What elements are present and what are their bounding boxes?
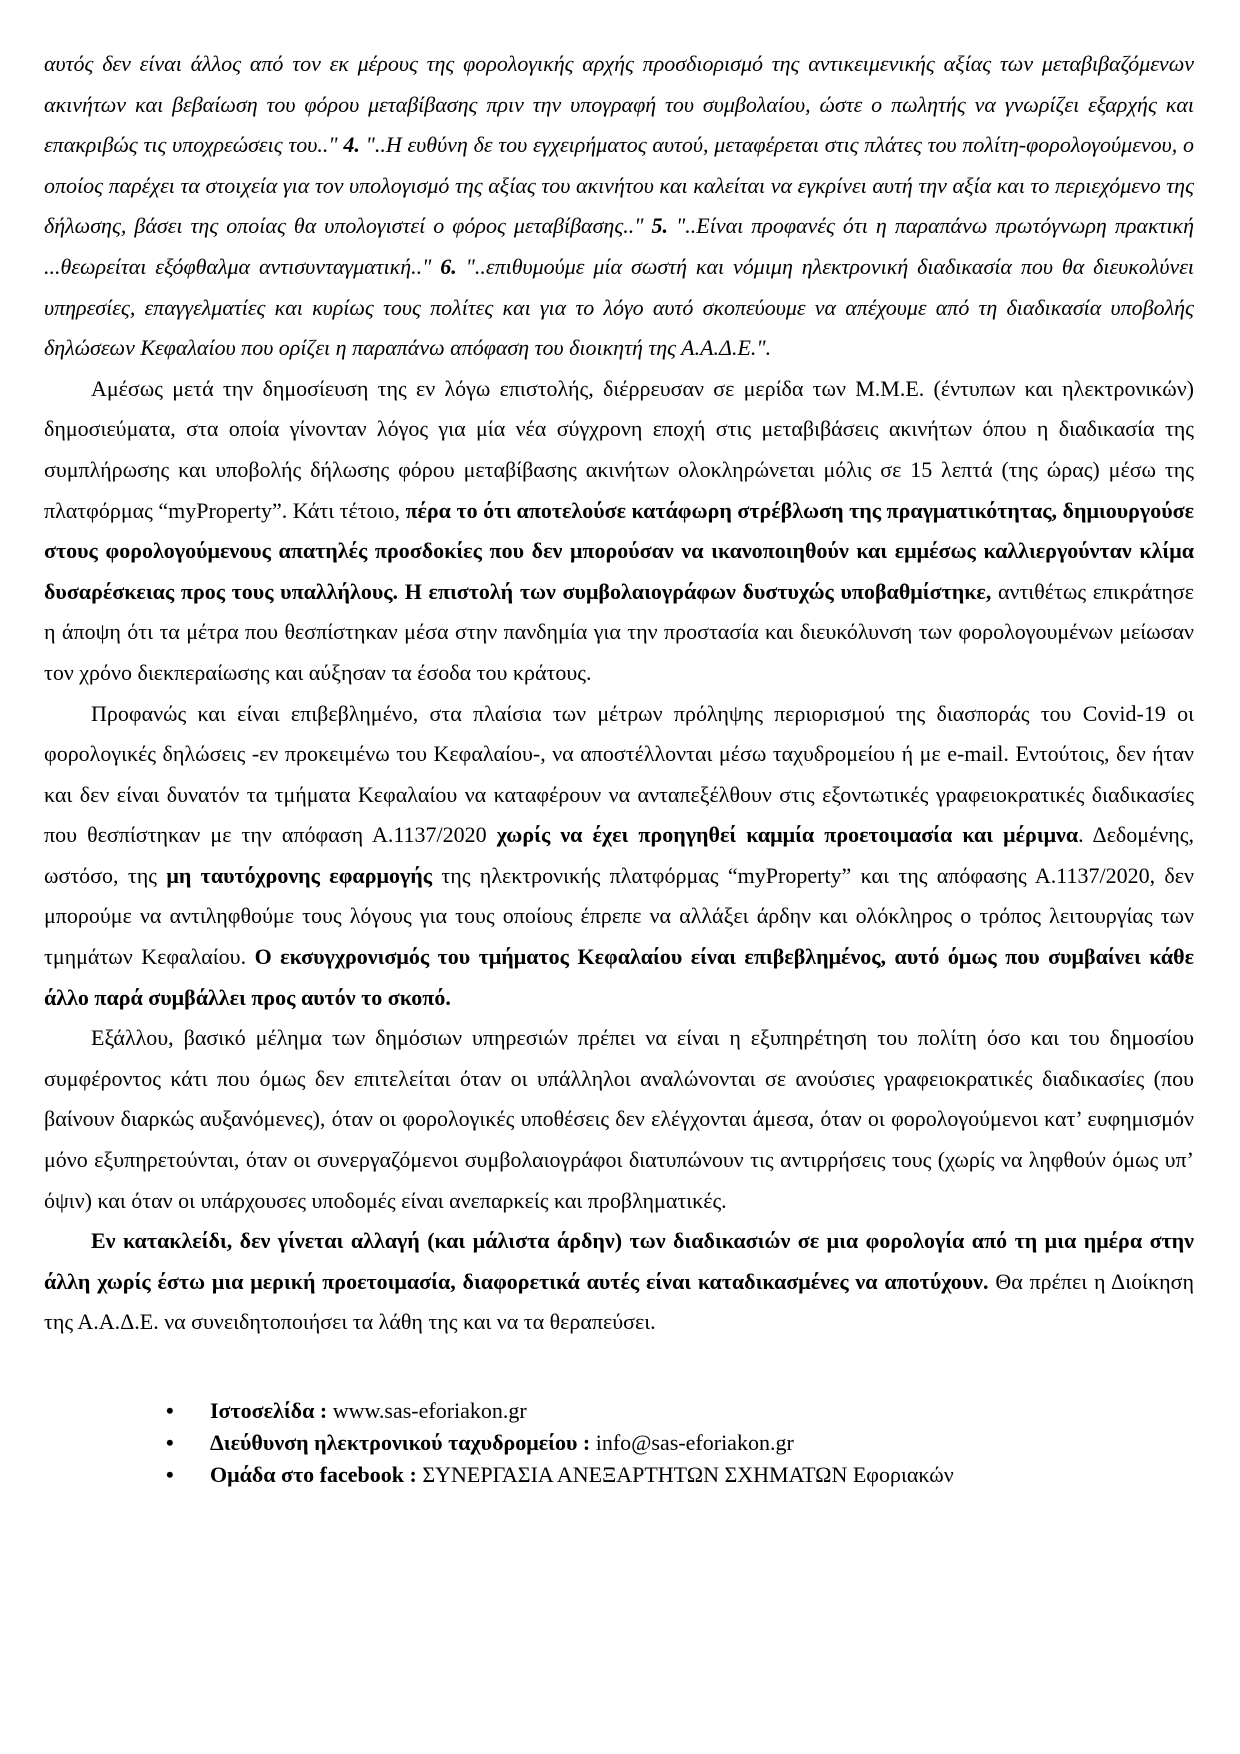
- text-run: της ηλεκτρονικής πλατφόρμας “myProperty” και της απόφασης Α.1137/2020, δεν μπορούμε να αντιληφθούμε τους λόγους για τους οποίους έπρεπε να αλλάξει άρδην και ολόκληρος ο τρόπος λειτουργίας των τμημάτων Κεφαλαίου.: [44, 862, 1194, 970]
- text-run: Εξάλλου, βασικό μέλημα των δημόσιων υπηρεσιών πρέπει να είναι η εξυπηρέτηση του πολίτη όσο και του δημοσίου συμφέροντος κάτι που όμως δεν επιτελείται όταν οι υπάλληλοι αναλώνονται σε ανούσιες γραφειοκρατικές διαδικασίες (που βαίνουν διαρκώς αυξανόμενες), όταν οι φορολογικές υποθέσεις δεν ελέγχονται άμεσα, όταν οι φορολογούμενοι κατ’ ευφημισμόν μόνο εξυπηρετούνται, όταν οι συνεργαζόμενοι συμβολαιογράφοι διατυπώνουν τις αντιρρήσεις τους (χωρίς να ληφθούν όμως υπ’ όψιν) και όταν οι υπάρχουσες υποδομές είναι ανεπαρκείς και προβληματικές.: [44, 1025, 1194, 1213]
- text-run: αντιθέτως επικράτησε η άποψη ότι τα μέτρα που θεσπίστηκαν μέσα στην πανδημία για την προστασία και διευκόλυνση των φορολογουμένων μείωσαν τον χρόνο διεκπεραίωσης και αύξησαν τα έσοδα του κράτους.: [44, 578, 1195, 685]
- contact-label: Ιστοσελίδα :: [210, 1398, 328, 1423]
- contact-label: Ομάδα στο facebook :: [210, 1462, 417, 1487]
- bold-text-run: Εν κατακλείδι, δεν γίνεται αλλαγή (και μάλιστα άρδην) των διαδικασιών σε μια φορολογία από τη μια ημέρα στην άλλη χωρίς έστω μια μερική προετοιμασία, διαφορετικά αυτές είναι καταδικασμένες να αποτύχουν.: [44, 1228, 1194, 1294]
- bold-text-run: Ο εκσυγχρονισμός του τμήματος Κεφαλαίου είναι επιβεβλημένος, αυτό όμως που συμβαίνει κάθε άλλο παρά συμβάλλει προς αυτόν το σκοπό.: [44, 944, 1194, 1010]
- text-run: "..Είναι προφανές ότι η παραπάνω πρωτόγνωρη πρακτική ...θεωρείται εξόφθαλμα αντισυνταγματική..": [44, 213, 1194, 279]
- text-run: "..Η ευθύνη δε του εγχειρήματος αυτού, μεταφέρεται στις πλάτες του πολίτη-φορολογούμενου, ο οποίος παρέχει τα στοιχεία για τον υπολογισμό της αξίας του ακινήτου και καλείται να εγκρίνει αυτή την αξία και το περιεχόμενο της δήλωσης, βάσει της οποίας θα υπολογιστεί ο φόρος μεταβίβασης..": [44, 132, 1194, 239]
- text-run: "..επιθυμούμε μία σωστή και νόμιμη ηλεκτρονική διαδικασία που θα διευκολύνει υπηρεσίες, επαγγελματίες και κυρίως τους πολίτες και για το λόγο αυτό σκοπεύουμε να απέχουμε από τη διαδικασία υποβολής δηλώσεων Κεφαλαίου που ορίζει η παραπάνω απόφαση του διοικητή της Α.Α.Δ.Ε.".: [44, 253, 1194, 361]
- text-run: Θα πρέπει η Διοίκηση της Α.Α.Δ.Ε. να συνειδητοποιήσει τα λάθη της και να τα θεραπεύσει.: [44, 1268, 1194, 1335]
- bold-text-run: χωρίς να έχει προηγηθεί καμμία προετοιμασία και μέριμνα: [496, 822, 1079, 848]
- contact-list-item: [166, 1427, 1194, 1459]
- bold-text-run: μη ταυτόχρονης εφαρμογής: [166, 862, 433, 888]
- bullet-icon: •: [166, 1398, 174, 1423]
- bold-text-run: 6.: [440, 253, 457, 279]
- paragraph-5: [44, 1221, 1194, 1343]
- paragraph-4: [44, 1018, 1194, 1221]
- bullet-icon: •: [166, 1462, 174, 1487]
- document-body: [44, 44, 1194, 1343]
- text-run: Αμέσως μετά την δημοσίευση της εν λόγω επιστολής, διέρρευσαν σε μερίδα των Μ.Μ.Ε. (έντυπων και ηλεκτρονικών) δημοσιεύματα, στα οποία γίνονταν λόγος για μία νέα σύγχρονη εποχή στις μεταβιβάσεις ακινήτων όπου η διαδικασία της συμπλήρωσης και υποβολής δήλωσης φόρου μεταβίβασης ακινήτων ολοκληρώνεται μόλις σε 15 λεπτά (της ώρας) μέσω της πλατφόρμας “myProperty”. Κάτι τέτοιο,: [44, 375, 1194, 523]
- contact-value: www.sas-eforiakon.gr: [332, 1398, 527, 1423]
- paragraph-3: [44, 694, 1194, 1019]
- text-run: . Δεδομένης, ωστόσο, της: [44, 822, 1194, 888]
- paragraph-1: [44, 44, 1194, 369]
- contact-list-item: [166, 1395, 1194, 1427]
- bullet-icon: •: [166, 1430, 174, 1455]
- contact-value: info@sas-eforiakon.gr: [595, 1430, 794, 1455]
- contact-list: [44, 1395, 1194, 1491]
- contact-label: Διεύθυνση ηλεκτρονικού ταχυδρομείου :: [210, 1430, 591, 1455]
- bold-text-run: 5.: [651, 213, 669, 239]
- bold-text-run: 4.: [343, 132, 360, 158]
- contact-list-item: [166, 1459, 1194, 1491]
- paragraph-2: [44, 369, 1194, 694]
- text-run: Προφανώς και είναι επιβεβλημένο, στα πλαίσια των μέτρων πρόληψης περιορισμού της διασποράς του Covid-19 οι φορολογικές δηλώσεις -εν προκειμένω του Κεφαλαίου-, να αποστέλλονται μέσω ταχυδρομείου ή με e-mail. Εντούτοις, δεν ήταν και δεν είναι δυνατόν τα τμήματα Κεφαλαίου να καταφέρουν να ανταπεξέλθουν στις εξοντωτικές γραφειοκρατικές διαδικασίες που θεσπίστηκαν με την απόφαση Α.1137/2020: [44, 700, 1194, 848]
- bold-text-run: πέρα το ότι αποτελούσε κατάφωρη στρέβλωση της πραγματικότητας, δημιουργούσε στους φορολογούμενους απατηλές προσδοκίες που δεν μπορούσαν να ικανοποιηθούν και εμμέσως καλλιεργούνταν κλίμα δυσαρέσκειας προς τους υπαλλήλους. Η επιστολή των συμβολαιογράφων δυστυχώς υποβαθμίστηκε,: [44, 497, 1195, 604]
- text-run: αυτός δεν είναι άλλος από τον εκ μέρους της φορολογικής αρχής προσδιορισμό της αντικειμενικής αξίας των μεταβιβαζόμενων ακινήτων και βεβαίωση του φόρου μεταβίβασης πριν την υπογραφή του συμβολαίου, ώστε ο πωλητής να γνωρίζει εξαρχής και επακριβώς τις υποχρεώσεις του..": [44, 51, 1194, 158]
- contact-value: ΣΥΝΕΡΓΑΣΙΑ ΑΝΕΞΑΡΤΗΤΩΝ ΣΧΗΜΑΤΩΝ Εφοριακών: [422, 1462, 954, 1487]
